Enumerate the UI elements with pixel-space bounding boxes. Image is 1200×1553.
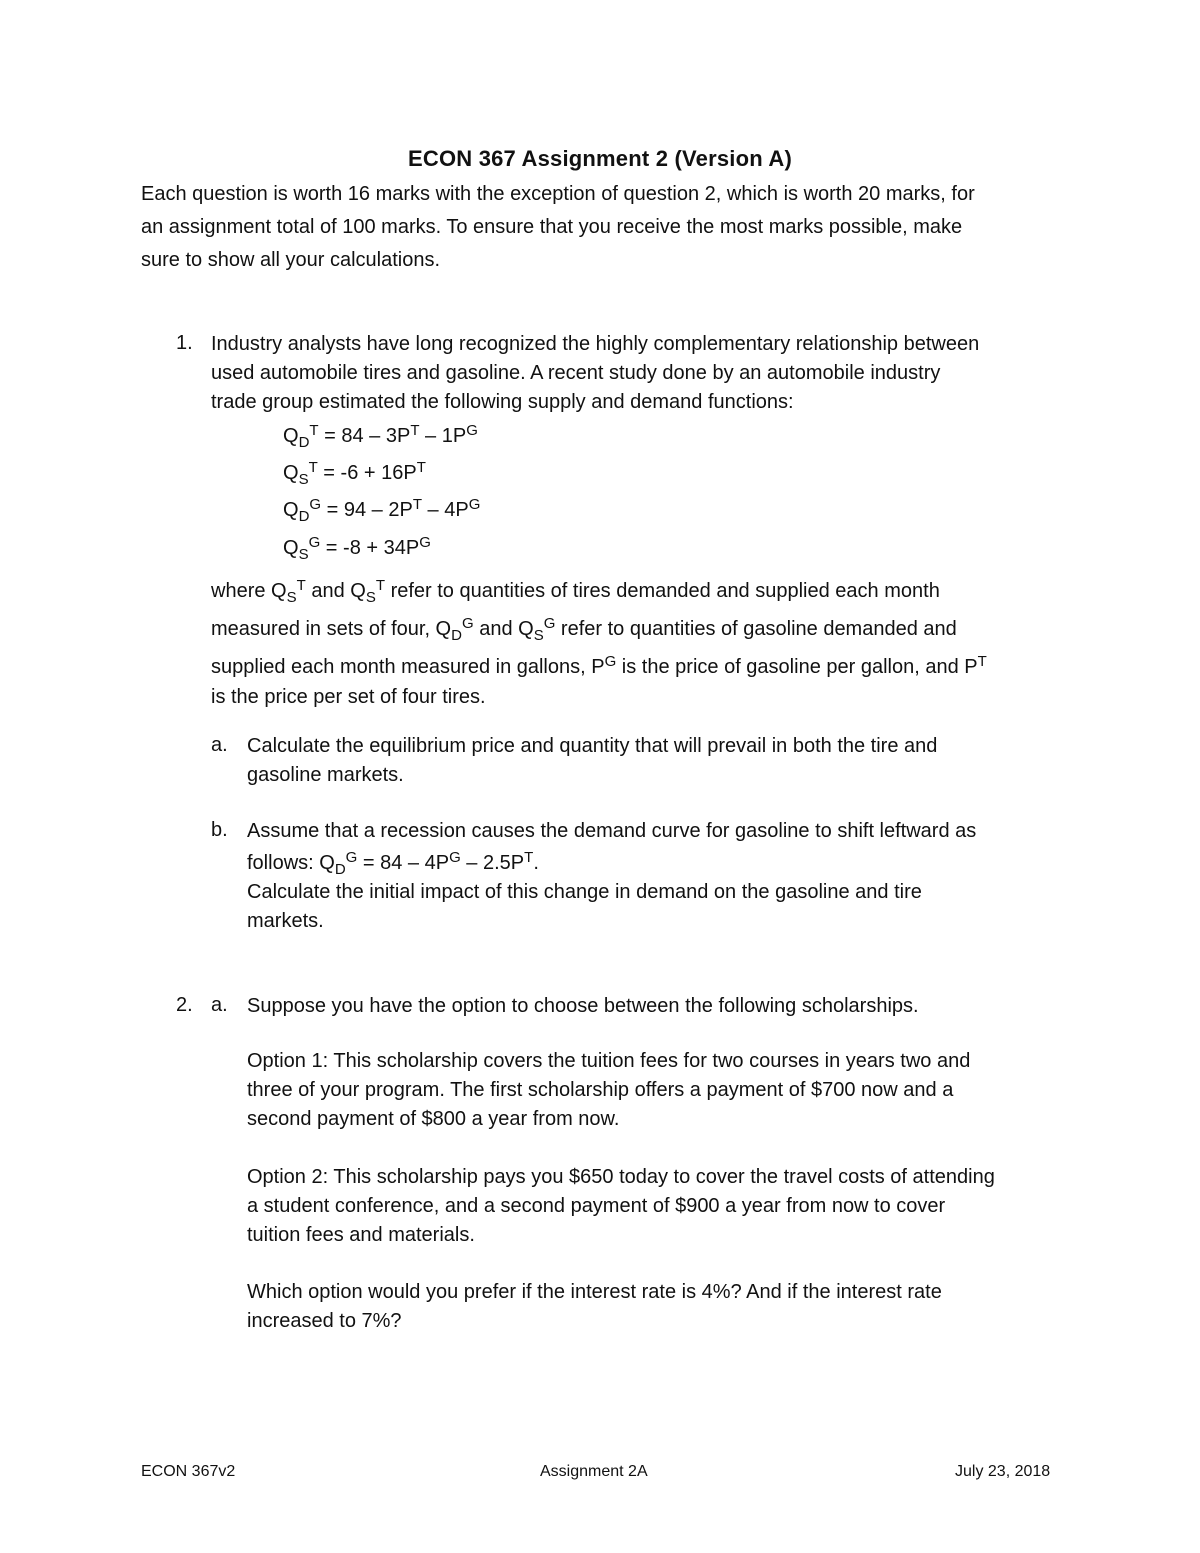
part-a-text: Calculate the equilibrium price and quantity that will prevail in both the tire and gasoline markets. xyxy=(247,735,938,786)
part-b-text: Assume that a recession causes the demand curve for gasoline to shift leftward as follows: $Q_D^G = 84 - 4P^G - 2.5P^T$. Calculate the initial impact of this change in demand on the gasoline and tire markets. xyxy=(247,820,977,932)
question-2-number: 2. xyxy=(176,994,193,1016)
option-2-text: Option 2: This scholarship pays you $650 today to cover the travel costs of attending a student conference, and a second payment of $900 a year from now to cover tuition fees and materials. xyxy=(247,1166,995,1246)
equation-gasoline-supply: $Q_S^G = -8 + 34P^G$ xyxy=(283,534,431,563)
question-1-stem xyxy=(211,330,979,417)
equation-gasoline-demand: $Q_D^G = 94 - 2P^T - 4P^G$ xyxy=(283,496,481,525)
intro-line: Each question is worth 16 marks with the exception of question 2, which is worth 20 marks, for xyxy=(141,183,975,205)
footer-date: July 23, 2018 xyxy=(955,1463,1051,1480)
part-b-label: b. xyxy=(211,819,228,841)
question-1-number: 1. xyxy=(176,332,193,354)
stem-line: Industry analysts have long recognized the highly complementary relationship between xyxy=(211,333,980,355)
footer-assignment: Assignment 2A xyxy=(540,1463,648,1480)
option-1-text: Option 1: This scholarship covers the tuition fees for two courses in years two and three of your program. The first scholarship offers a payment of $700 now and a second payment of $800 a year from now. xyxy=(247,1050,971,1130)
page-title: ECON 367 Assignment 2 (Version A) xyxy=(408,146,792,171)
stem-line: trade group estimated the following supply and demand functions: xyxy=(211,391,794,413)
equation-tire-supply: $Q_S^T = -6 + 16P^T$ xyxy=(283,459,426,488)
footer-course: ECON 367v2 xyxy=(141,1463,236,1480)
question-2-stem: Suppose you have the option to choose between the following scholarships. xyxy=(247,995,919,1017)
interest-rate-question: Which option would you prefer if the interest rate is 4%? And if the interest rate increased to 7%? xyxy=(247,1281,942,1332)
stem-line: used automobile tires and gasoline. A recent study done by an automobile industry xyxy=(211,362,941,384)
equation-tire-demand: $Q_D^T = 84 - 3P^T - 1P^G$ xyxy=(283,422,478,451)
part-a-label: a. xyxy=(211,734,228,756)
intro-line: sure to show all your calculations. xyxy=(141,249,441,271)
variable-definitions: where $Q_S^T$ and $Q_S^T$ refer to quantities of tires demanded and supplied each month measured in sets of four, $Q_D^G$ and $Q_S^G$ refer to quantities of gasoline demanded and supplied each month measured in gallons, $P^G$ is the price of gasoline per gallon, and $P^T$ is the price per set of four tires. xyxy=(211,577,987,708)
intro-line: an assignment total of 100 marks. To ensure that you receive the most marks possible, make xyxy=(141,216,963,238)
question-2-part-a-label: a. xyxy=(211,994,228,1016)
intro-paragraph xyxy=(141,178,1061,277)
